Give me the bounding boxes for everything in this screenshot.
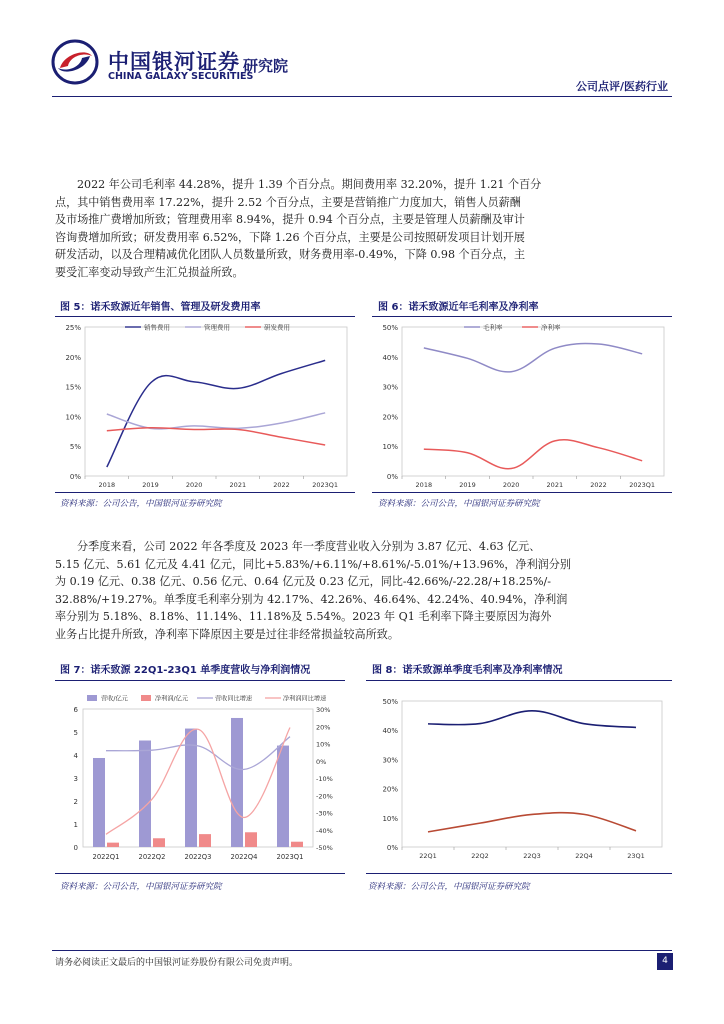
logo-subtitle: 研究院 [243,57,289,75]
fig8-title: 图 8：诺禾致源单季度毛利率及净利率情况 [372,665,563,676]
x-tick-label: 2022Q4 [230,853,258,861]
fig6-source: 资料来源：公司公告，中国银河证券研究院 [378,499,540,509]
series-line-净利率 [424,440,642,469]
legend-label: 销售费用 [144,323,170,332]
paragraph-line: 点，其中销售费用率 17.22%，提升 2.52 个百分点，主要是营销推广力度加大，销售人员薪酬 [55,195,521,209]
y-tick-label-left: 6 [73,706,78,714]
y-tick-label-left: 2 [73,798,78,806]
y-tick-label-right: -30% [316,809,333,818]
x-tick-label: 2022Q3 [184,853,212,861]
header [0,0,724,100]
x-tick-label: 2018 [98,481,116,489]
plot-frame [85,327,347,476]
y-tick-label-right: 10% [316,740,331,749]
fig7-bottom-rule [55,873,345,874]
galaxy-logo-icon [50,38,100,86]
paragraph-line: 为 0.19 亿元、0.38 亿元、0.56 亿元、0.64 亿元及 0.23 亿元，同比-42.66%/-22.28/+18.25%/- [55,575,551,589]
fig6-title-rule [372,316,672,317]
fig7-title-rule [55,680,345,681]
paragraph-line: 要受汇率变动导致产生汇兑损益所致。 [55,265,244,279]
fig8-bottom-rule [366,873,672,874]
y-tick-label: 5% [69,443,81,452]
series-line-研发费用 [107,428,325,445]
legend-label: 营收/亿元 [101,695,128,703]
x-tick-label: 22Q2 [471,852,489,860]
fig8-source: 资料来源：公司公告，中国银河证券研究院 [368,882,530,892]
x-tick-label: 2020 [185,481,203,489]
fig8-title-rule [366,680,672,681]
bar-净利润/亿元 [107,843,119,847]
logo-chinese: 中国银河证券 [108,50,240,74]
paragraph-line: 业务占比提升所致，净利率下降原因主要是过往非经常损益较高所致。 [55,627,399,641]
series-line-毛利率 [428,711,636,728]
y-tick-label-right: 0% [316,757,327,766]
y-tick-label-right: -50% [316,844,333,852]
report-category: 公司点评/医药行业 [575,80,668,93]
paragraph-line: 5.15 亿元、5.61 亿元及 4.41 亿元，同比+5.83%/+6.11%/+8.61%/-5.01%/+13.96%，净利润分别 [55,557,571,571]
bar-营收/亿元 [185,729,197,847]
y-tick-label: 20% [382,785,398,794]
paragraph-line: 及市场推广费增加所致；管理费用率 8.94%，提升 0.94 个百分点，主要是管理人员薪酬及审计 [55,213,525,227]
x-tick-label: 2019 [142,481,159,489]
logo-english: CHINA GALAXY SECURITIES [108,71,254,82]
fig6-title: 图 6：诺禾致源近年毛利率及净利率 [378,302,539,313]
x-tick-label: 2021 [229,481,247,489]
x-tick-label: 22Q1 [419,852,437,860]
bar-净利润/亿元 [291,842,303,847]
y-tick-label: 30% [382,383,398,392]
y-tick-label: 0% [386,473,398,481]
y-tick-label: 50% [382,324,398,332]
x-tick-label: 2022Q2 [138,853,166,861]
y-tick-label-right: 30% [316,706,331,714]
y-tick-label-right: -10% [316,775,333,783]
y-tick-label: 15% [65,383,81,392]
y-tick-label: 10% [382,814,398,823]
series-line-管理费用 [107,413,325,429]
legend-label: 管理费用 [204,323,230,332]
paragraph-line: 2022 年公司毛利率 44.28%，提升 1.39 个百分点。期间费用率 32.20%，提升 1.21 个百分 [77,178,542,191]
bar-营收/亿元 [231,718,243,847]
paragraph-quarterly [55,538,675,644]
fig8-chart [366,682,672,868]
x-tick-label: 2020 [502,481,520,489]
y-tick-label-left: 3 [73,775,78,783]
y-tick-label: 40% [382,353,398,362]
series-line-销售费用 [107,360,325,467]
legend-label: 毛利率 [483,323,503,332]
fig5-source: 资料来源：公司公告，中国银河证券研究院 [60,499,222,509]
y-tick-label: 0% [386,844,398,852]
legend-swatch [141,695,151,701]
x-tick-label: 23Q1 [627,852,645,860]
paragraph-line: 咨询费增加所致；研发费用率 6.52%，下降 1.26 个百分点，主要是公司按照研发项目计划开展 [55,230,525,244]
y-tick-label-left: 4 [73,752,78,760]
legend-label: 净利润/亿元 [155,695,189,703]
paragraph-line: 研发活动，以及合理精减优化团队人员数量所致，财务费用率-0.49%，下降 0.98 个百分点，主 [55,248,526,262]
bar-营收/亿元 [93,758,105,847]
x-tick-label: 2021 [546,481,564,489]
y-tick-label: 20% [65,353,81,362]
fig6-bottom-rule [372,492,672,493]
y-tick-label-left: 0 [73,844,78,852]
paragraph-costs [55,176,675,282]
x-tick-label: 22Q4 [575,852,593,860]
paragraph-line: 分季度来看，公司 2022 年各季度及 2023 年一季度营业收入分别为 3.87 亿元、4.63 亿元、 [77,540,541,553]
y-tick-label-right: -20% [316,792,333,801]
x-tick-label: 22Q3 [523,852,541,860]
legend-label: 净利率 [541,323,561,332]
fig5-chart [55,318,355,490]
paragraph-line: 32.88%/+19.27%。单季度毛利率分别为 42.17%、42.26%、46.64%、42.24%、40.94%，净利润 [55,592,568,606]
y-tick-label-right: 20% [316,723,331,732]
x-tick-label: 2022 [590,481,607,489]
x-tick-label: 2022Q1 [92,853,120,861]
legend-label: 研发费用 [264,323,290,332]
x-tick-label: 2018 [415,481,433,489]
fig5-bottom-rule [55,492,355,493]
y-tick-label: 0% [69,473,81,481]
legend-swatch [87,695,97,701]
y-tick-label-left: 1 [73,821,78,829]
fig6-chart [372,318,672,490]
footer-disclaimer: 请务必阅读正文最后的中国银河证券股份有限公司免责声明。 [55,958,299,968]
y-tick-label: 30% [382,756,398,765]
legend-label: 营收同比增速 [215,695,253,703]
y-tick-label: 20% [382,413,398,422]
bar-营收/亿元 [139,741,151,847]
bar-净利润/亿元 [245,832,257,847]
series-line-净利率 [428,813,636,832]
x-tick-label: 2019 [459,481,476,489]
fig7-chart [55,682,345,868]
footer-rule [52,950,672,951]
y-tick-label: 10% [65,413,81,422]
x-tick-label: 2022 [273,481,290,489]
bar-营收/亿元 [277,746,289,847]
bar-净利润/亿元 [199,834,211,847]
x-tick-label: 2023Q1 [629,481,656,489]
y-tick-label: 40% [382,727,398,736]
plot-frame [402,701,662,847]
y-tick-label: 10% [382,443,398,452]
x-tick-label: 2023Q1 [276,853,304,861]
fig7-source: 资料来源：公司公告，中国银河证券研究院 [60,882,222,892]
series-line-营收同比增速 [106,737,290,770]
x-tick-label: 2023Q1 [312,481,339,489]
fig5-title: 图 5：诺禾致源近年销售、管理及研发费用率 [60,302,261,313]
paragraph-line: 率分别为 5.18%、8.18%、11.14%、11.18%及 5.54%。2023 年 Q1 毛利率下降主要原因为海外 [55,610,552,624]
series-line-毛利率 [424,343,642,371]
y-tick-label: 50% [382,698,398,706]
y-tick-label-right: -40% [316,826,333,835]
bar-净利润/亿元 [153,838,165,847]
y-tick-label: 25% [65,324,81,332]
fig7-title: 图 7：诺禾致源 22Q1-23Q1 单季度营收与净利润情况 [60,665,311,676]
page-number: 4 [657,953,673,970]
y-tick-label-left: 5 [73,729,78,737]
fig5-title-rule [55,316,355,317]
header-rule [52,96,672,97]
legend-label: 净利润同比增速 [283,695,327,703]
series-line-净利润同比增速 [106,728,290,835]
